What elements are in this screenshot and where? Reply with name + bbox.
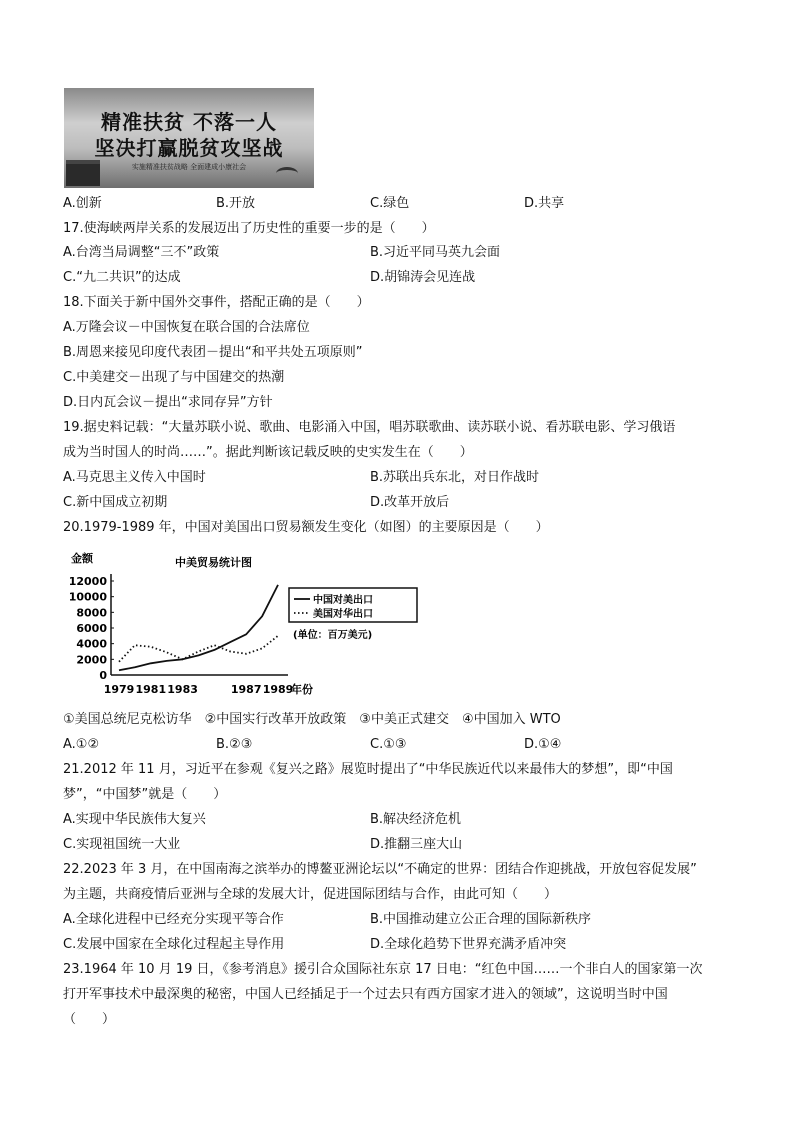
banner-line-3: 实施精准扶贫战略 全面建成小康社会: [131, 163, 247, 171]
q22-option-b[interactable]: B.中国推动建立公正合理的国际新秩序: [370, 912, 592, 927]
q16-option-d[interactable]: D.共享: [524, 196, 565, 211]
q23-stem-line-1: 23.1964 年 10 月 19 日，《参考消息》援引合众国际社东京 17 日电：“红色中国……一个非白人的国家第一次: [63, 962, 703, 977]
series-line-1: [119, 585, 278, 670]
x-tick-label: 1979: [103, 683, 135, 696]
q19-option-a[interactable]: A.马克思主义传入中国时: [63, 470, 206, 485]
y-tick-label: 8000: [76, 606, 107, 620]
trade-line-chart: [63, 548, 423, 700]
chart-xlabel: 年份: [291, 683, 313, 696]
x-tick-label: 1981: [135, 683, 167, 696]
q17-stem: 17.使海峡两岸关系的发展迈出了历史性的重要一步的是（ ）: [63, 221, 435, 236]
q19-option-b[interactable]: B.苏联出兵东北，对日作战时: [370, 470, 540, 485]
q21-stem-line-2: 梦”，“中国梦”就是（ ）: [63, 787, 227, 802]
y-tick-label: 4000: [76, 637, 107, 651]
q23-stem-line-3: （ ）: [63, 1012, 116, 1027]
q18-option-d[interactable]: D.日内瓦会议－提出“求同存异”方针: [63, 395, 273, 410]
y-tick-label: 2000: [76, 653, 107, 667]
q22-option-c[interactable]: C.发展中国家在全球化过程起主导作用: [63, 937, 285, 952]
q19-option-d[interactable]: D.改革开放后: [370, 495, 450, 510]
q21-option-d[interactable]: D.推翻三座大山: [370, 837, 463, 852]
x-tick-label: 1989: [262, 683, 294, 696]
q22-stem-line-1: 22.2023 年 3 月，在中国南海之滨举办的博鳌亚洲论坛以“不确定的世界：团结合作迎挑战，开放包容促发展”: [63, 862, 697, 877]
q17-option-d[interactable]: D.胡锦涛会见连战: [370, 270, 476, 285]
q21-option-c[interactable]: C.实现祖国统一大业: [63, 837, 181, 852]
q18-stem: 18.下面关于新中国外交事件，搭配正确的是（ ）: [63, 295, 370, 310]
q23-stem-line-2: 打开军事技术中最深奥的秘密，中国人已经插足于一个过去只有西方国家才进入的领域”，这说明当时中国: [63, 987, 668, 1002]
q17-option-b[interactable]: B.习近平同马英九会面: [370, 245, 501, 260]
x-tick-label: 1983: [167, 683, 198, 696]
q22-option-d[interactable]: D.全球化趋势下世界充满矛盾冲突: [370, 937, 567, 952]
x-tick-label: 1987: [230, 683, 262, 696]
q16-option-a[interactable]: A.创新: [63, 196, 102, 211]
q20-stem: 20.1979-1989 年，中国对美国出口贸易额发生变化（如图）的主要原因是（ ）: [63, 520, 549, 535]
gate-icon: [66, 160, 100, 186]
dove-icon: [276, 167, 298, 180]
series-line-2: [119, 636, 278, 662]
q17-option-c[interactable]: C.“九二共识”的达成: [63, 270, 181, 285]
q21-option-b[interactable]: B.解决经济危机: [370, 812, 462, 827]
q18-option-a[interactable]: A.万隆会议－中国恢复在联合国的合法席位: [63, 320, 310, 335]
q19-stem-line-1: 19.据史料记载：“大量苏联小说、歌曲、电影涌入中国，唱苏联歌曲、读苏联小说、看苏联电影、学习俄语: [63, 420, 676, 435]
y-tick-label: 0: [99, 669, 107, 682]
q22-stem-line-2: 为主题，共商疫情后亚洲与全球的发展大计，促进国际团结与合作，由此可知（ ）: [63, 887, 558, 902]
q19-option-c[interactable]: C.新中国成立初期: [63, 495, 168, 510]
q22-option-a[interactable]: A.全球化进程中已经充分实现平等合作: [63, 912, 284, 927]
q17-option-a[interactable]: A.台湾当局调整“三不”政策: [63, 245, 220, 260]
q20-option-a[interactable]: A.①②: [63, 737, 100, 752]
y-tick-label: 6000: [76, 622, 107, 635]
q16-option-c[interactable]: C.绿色: [370, 196, 410, 211]
q20-option-b[interactable]: B.②③: [216, 737, 253, 752]
y-tick-label: 10000: [68, 590, 107, 604]
y-tick-label: 12000: [68, 575, 107, 588]
banner-line-1: 精准扶贫 不落一人: [101, 110, 277, 134]
legend-series-2: 美国对华出口: [313, 609, 373, 620]
q18-option-c[interactable]: C.中美建交－出现了与中国建交的热潮: [63, 370, 285, 385]
chart-unit-note: (单位：百万美元): [293, 630, 373, 641]
q20-option-d[interactable]: D.①④: [524, 737, 562, 752]
q20-items: ①美国总统尼克松访华 ②中国实行改革开放政策 ③中美正式建交 ④中国加入 WTO: [63, 712, 561, 727]
legend-series-1: 中国对美出口: [313, 595, 373, 606]
q21-option-a[interactable]: A.实现中华民族伟大复兴: [63, 812, 206, 827]
q16-option-b[interactable]: B.开放: [216, 196, 256, 211]
q21-stem-line-1: 21.2012 年 11 月，习近平在参观《复兴之路》展览时提出了“中华民族近代以来最伟大的梦想”，即“中国: [63, 762, 673, 777]
q18-option-b[interactable]: B.周恩来接见印度代表团－提出“和平共处五项原则”: [63, 345, 363, 360]
banner-line-2: 坚决打赢脱贫攻坚战: [94, 136, 284, 160]
q20-option-c[interactable]: C.①③: [370, 737, 407, 752]
chart-title: 中美贸易统计图: [175, 556, 252, 569]
poverty-alleviation-banner: [64, 88, 314, 188]
q19-stem-line-2: 成为当时国人的时尚……”。据此判断该记载反映的史实发生在（ ）: [63, 445, 473, 460]
chart-ylabel: 金额: [71, 552, 93, 565]
